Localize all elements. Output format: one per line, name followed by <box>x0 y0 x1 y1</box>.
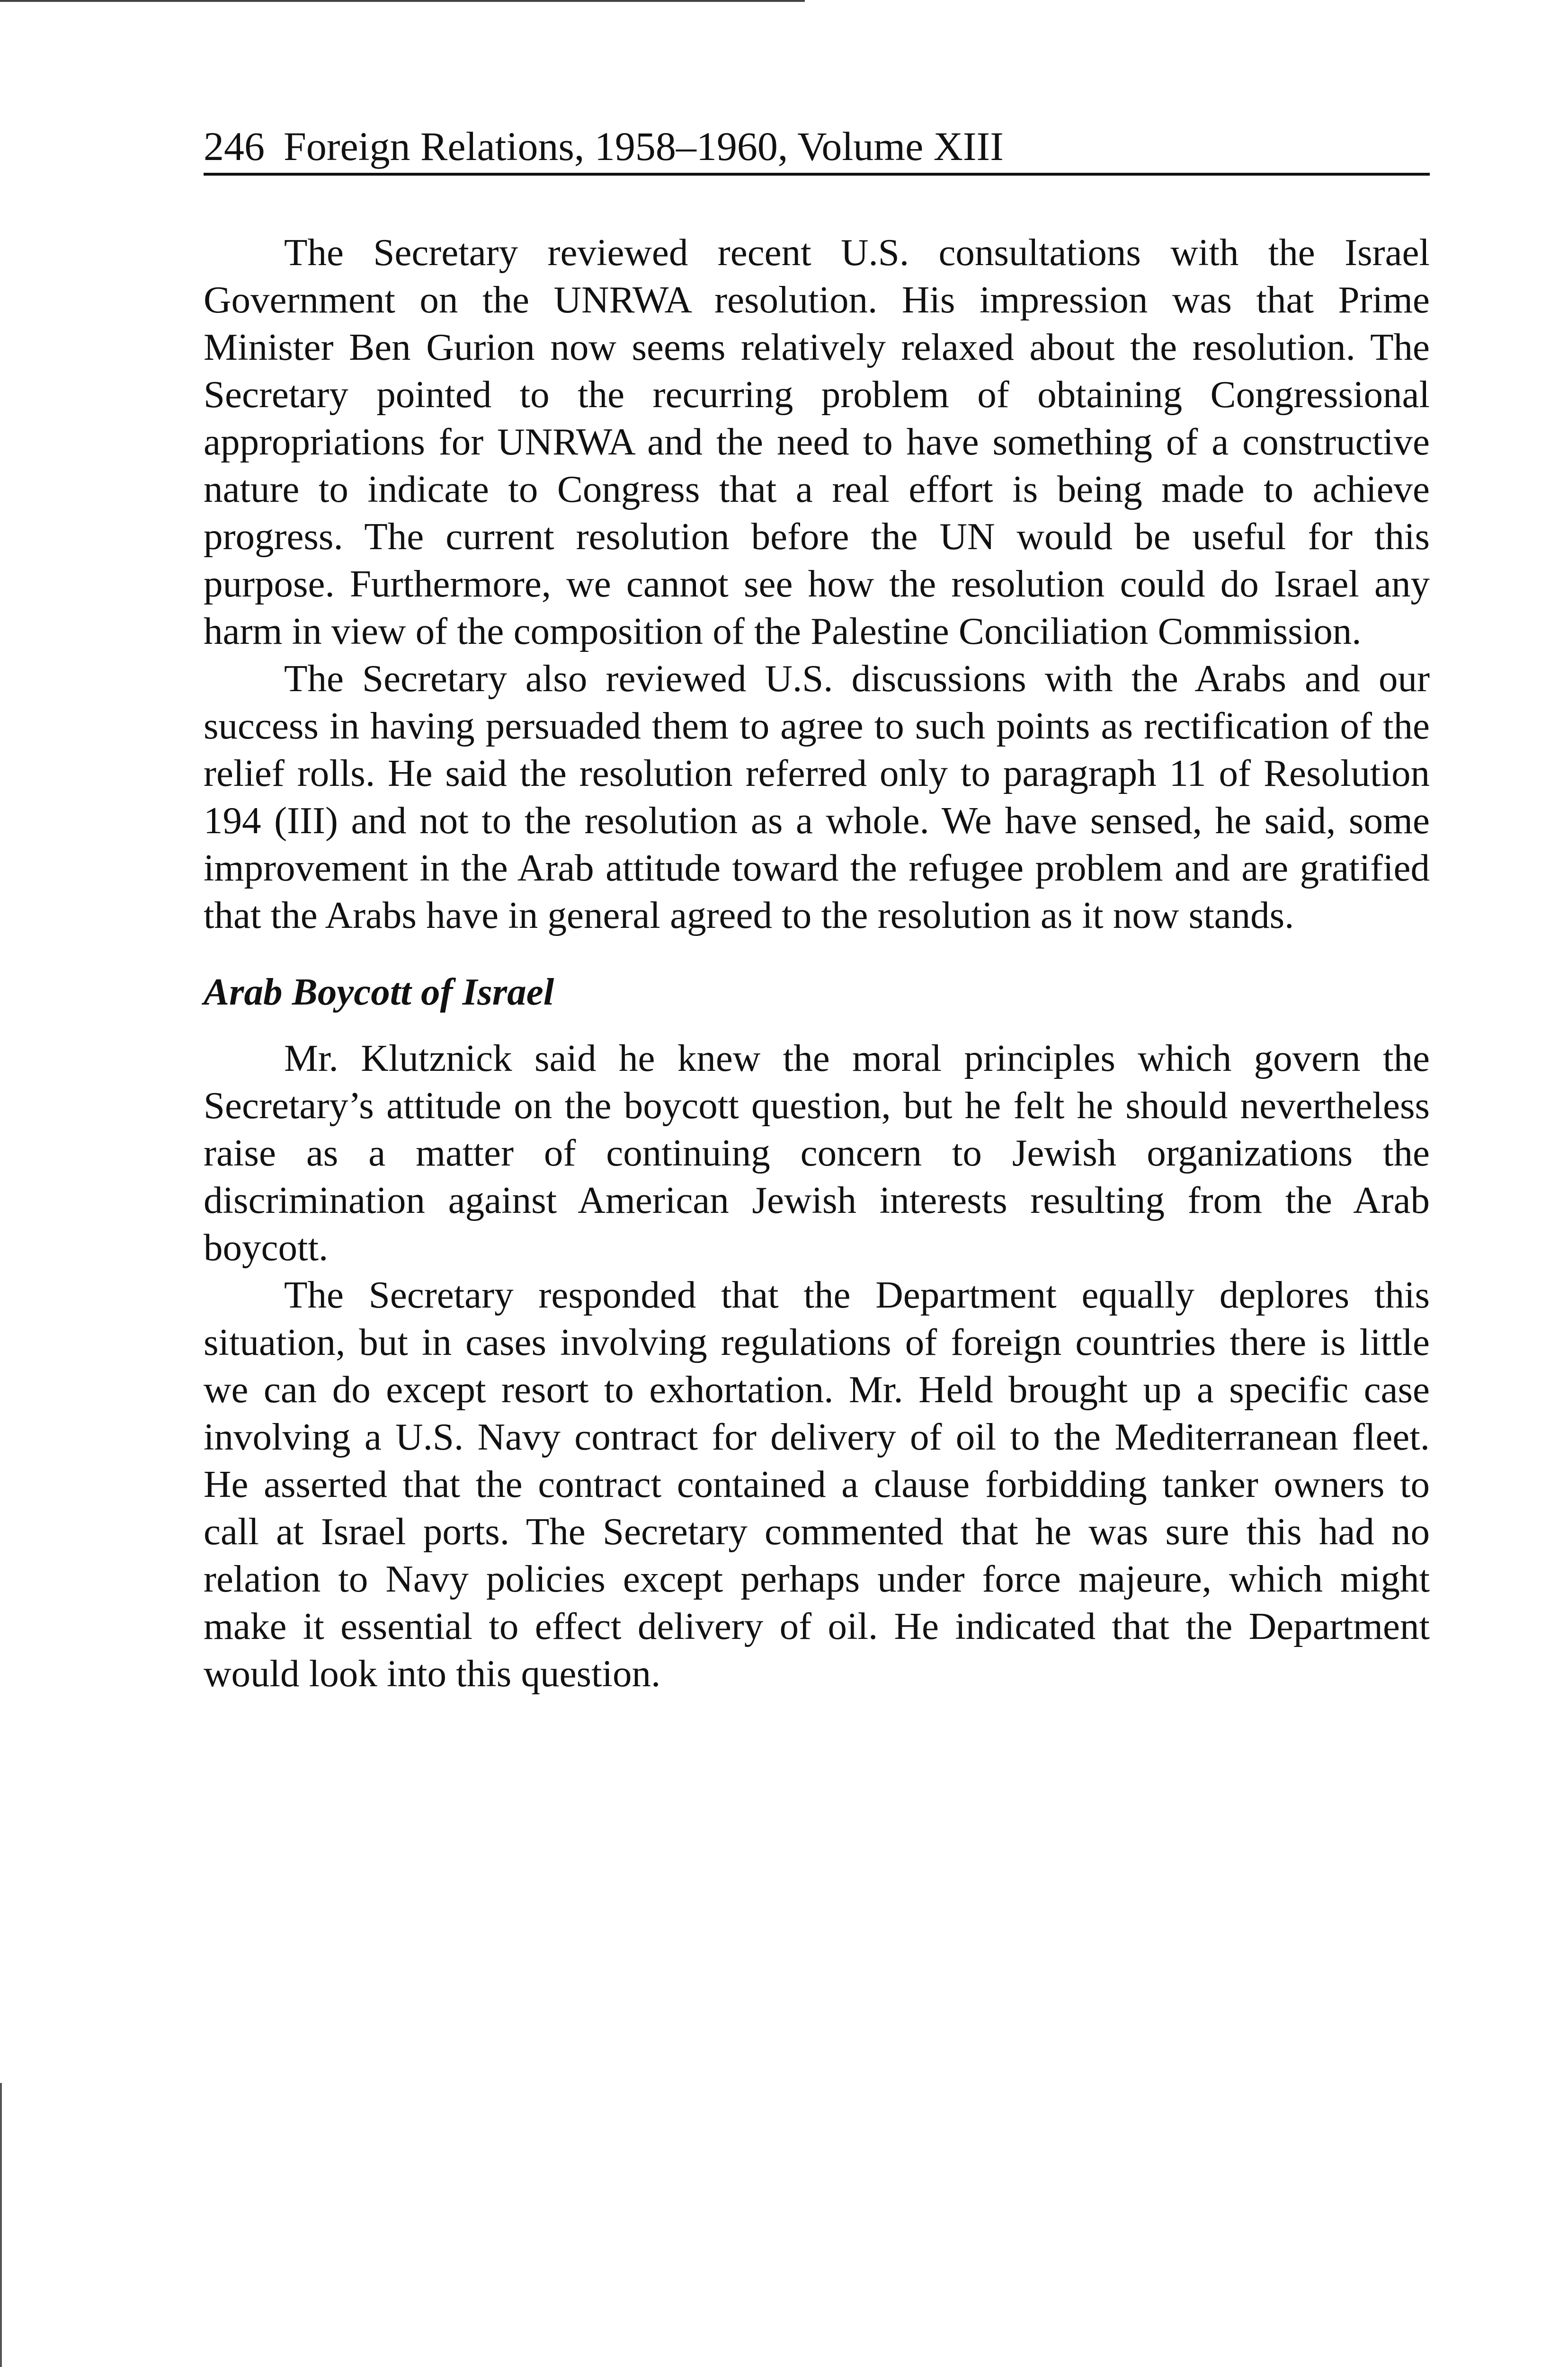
page-number: 246 <box>204 124 265 169</box>
paragraph: Mr. Klutznick said he knew the moral principles which govern the Secretary’s attitude on the boycott question, but he felt he should nevertheless raise as a matter of continuing concern to Jewish organizations the discrimination against American Jewish interests resulting from the Arab boycott. <box>204 1036 1430 1269</box>
scan-border-top <box>0 0 805 2</box>
paragraph: The Secretary reviewed recent U.S. consultations with the Israel Government on the UNRWA resolution. His impression was that Prime Minister Ben Gurion now seems relatively relaxed about the resolution. The Secretary pointed to the recurring problem of obtaining Congressional appropriations for UNRWA and the need to have something of a constructive nature to indicate to Congress that a real effort is being made to achieve progress. The current resolution before the UN would be useful for this purpose. Furthermore, we cannot see how the resolution could do Israel any harm in view of the composition of the Palestine Conciliation Commission. <box>204 231 1430 652</box>
scan-border-left <box>0 2083 2 2367</box>
body-text <box>204 229 1430 1697</box>
document-page <box>204 123 1430 1697</box>
running-title: Foreign Relations, 1958–1960, Volume XIII <box>284 124 1004 169</box>
paragraph: The Secretary responded that the Department equally deplores this situation, but in cases involving regulations of foreign countries there is little we can do except resort to exhortation. Mr. Held brought up a specific case involving a U.S. Navy contract for delivery of oil to the Mediterranean fleet. He asserted that the contract contained a clause forbidding tanker owners to call at Israel ports. The Secretary commented that he was sure this had no relation to Navy policies except perhaps under force majeure, which might make it essential to effect delivery of oil. He indicated that the Department would look into this question. <box>204 1273 1430 1695</box>
paragraph: The Secretary also reviewed U.S. discussions with the Arabs and our success in having persuaded them to agree to such points as rectification of the relief rolls. He said the resolution referred only to paragraph 11 of Resolution 194 (III) and not to the resolution as a whole. We have sensed, he said, some improvement in the Arab attitude toward the refugee problem and are gratified that the Arabs have in general agreed to the resolution as it now stands. <box>204 657 1430 936</box>
section-heading: Arab Boycott of Israel <box>204 970 554 1013</box>
running-header <box>204 123 1430 176</box>
